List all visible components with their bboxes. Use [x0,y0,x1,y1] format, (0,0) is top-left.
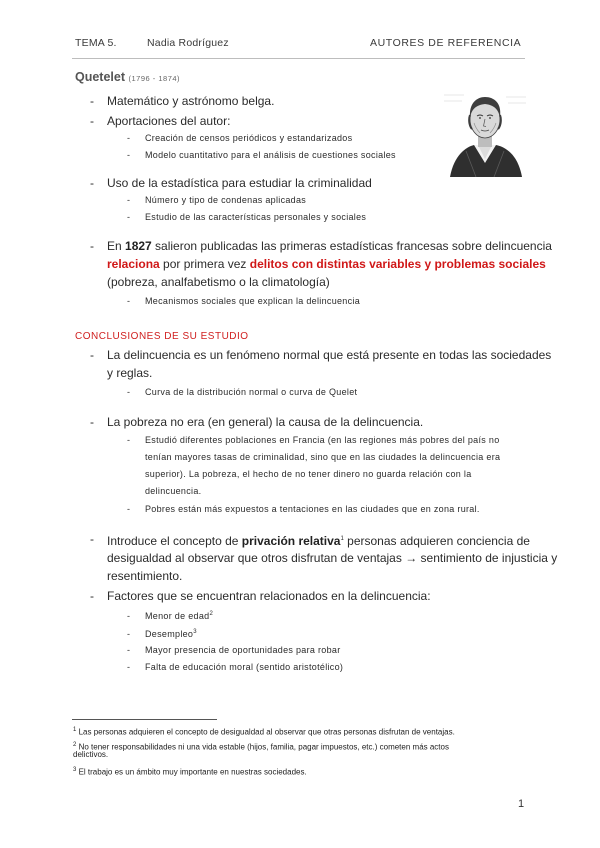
conclusion-2: - La pobreza no era (en general) la causa de la delincuencia. [90,415,424,429]
section-name: Quetelet [75,70,126,84]
bullet-4-line-3: (pobreza, analfabetismo o la climatología) [107,275,330,289]
bullet-4-line-2: relaciona por primera vez delitos con distintas variables y problemas sociales [107,257,546,271]
conclusions-title: CONCLUSIONES DE SU ESTUDIO [75,331,249,342]
conclusion-2-sub-1-line-3: superior). La pobreza, el hecho de no tener dinero no guarda relación con la [145,469,472,479]
conclusion-4-sub-4: - Falta de educación moral (sentido aristotélico) [127,662,344,672]
bullet-2-sub-1: - Creación de censos periódicos y estandarizados [127,133,353,143]
footnote-ref-3: 3 [193,629,197,635]
conclusion-1: - La delincuencia es un fenómeno normal que está presente en todas las sociedades [90,348,552,362]
conclusion-2-sub-1: - Estudió diferentes poblaciones en Francia (en las regiones más pobres del país no [127,435,500,445]
section-title [75,70,180,84]
conclusion-4: - Factores que se encuentran relacionados en la delincuencia: [90,589,431,603]
conclusion-2-sub-2: - Pobres están más expuestos a tentaciones en las ciudades que en zona rural. [127,504,480,514]
bullet-4: - En 1827 salieron publicadas las primeras estadísticas francesas sobre delincuencia [90,239,552,253]
conclusion-3: - Introduce el concepto de privación relativa$^1$ personas adquieren conciencia de [90,532,530,548]
conclusion-3-line-2: desigualdad al observar que otros disfrutan de ventajas → sentimiento de injusticia y [107,551,558,565]
header-divider [72,58,525,59]
bullet-2-sub-2: - Modelo cuantitativo para el análisis de cuestiones sociales [127,150,396,160]
header-topic: TEMA 5. [75,37,117,49]
bullet-3-sub-1: - Número y tipo de condenas aplicadas [127,195,307,205]
bullet-3: - Uso de la estadística para estudiar la criminalidad [90,176,372,190]
footnote-ref-1: 1 [340,536,344,542]
footnote-ref-2: 2 [209,611,214,617]
section-dates: (1796 - 1874) [128,74,181,83]
conclusion-1-line-2: y reglas. [107,366,153,380]
bullet-1: - Matemático y astrónomo belga. [90,94,275,108]
page-number: 1 [518,798,525,810]
bullet-4-sub-1: - Mecanismos sociales que explican la delincuencia [127,296,361,306]
footnote-divider [72,719,217,720]
bullet-2: - Aportaciones del autor: [90,114,231,128]
header-author: Nadia Rodríguez [147,37,229,49]
conclusion-4-sub-3: - Mayor presencia de oportunidades para robar [127,645,341,655]
portrait-image [444,89,526,177]
header-title: AUTORES DE REFERENCIA [370,37,522,49]
footnote-2-line-2: delictivos. [73,750,109,759]
conclusion-1-sub-1: - Curva de la distribución normal o curva de Quelet [127,387,358,397]
footnote-2: $^2$ No tener responsabilidades ni una vida estable (hijos, familia, pagar impuestos, etc.) cometen más actos [73,742,449,752]
footnote-3: $^3$ El trabajo es un ámbito muy importante en nuestras sociedades. [73,767,307,777]
conclusion-2-sub-1-line-4: delincuencia. [145,486,202,496]
conclusion-3-line-3: resentimiento. [107,569,183,583]
conclusion-2-sub-1-line-2: tenían mayores tasas de criminalidad, sino que en las ciudades la delincuencia era [145,452,501,462]
conclusion-4-sub-2: - Desempleo$^3$ [127,629,197,639]
footnote-1: $^1$ Las personas adquieren el concepto de desigualdad al observar que otras personas disfrutan de ventajas. [73,727,455,737]
conclusion-4-sub-1: - Menor de edad$^2$ [127,611,214,621]
bullet-3-sub-2: - Estudio de las características personales y sociales [127,212,367,222]
